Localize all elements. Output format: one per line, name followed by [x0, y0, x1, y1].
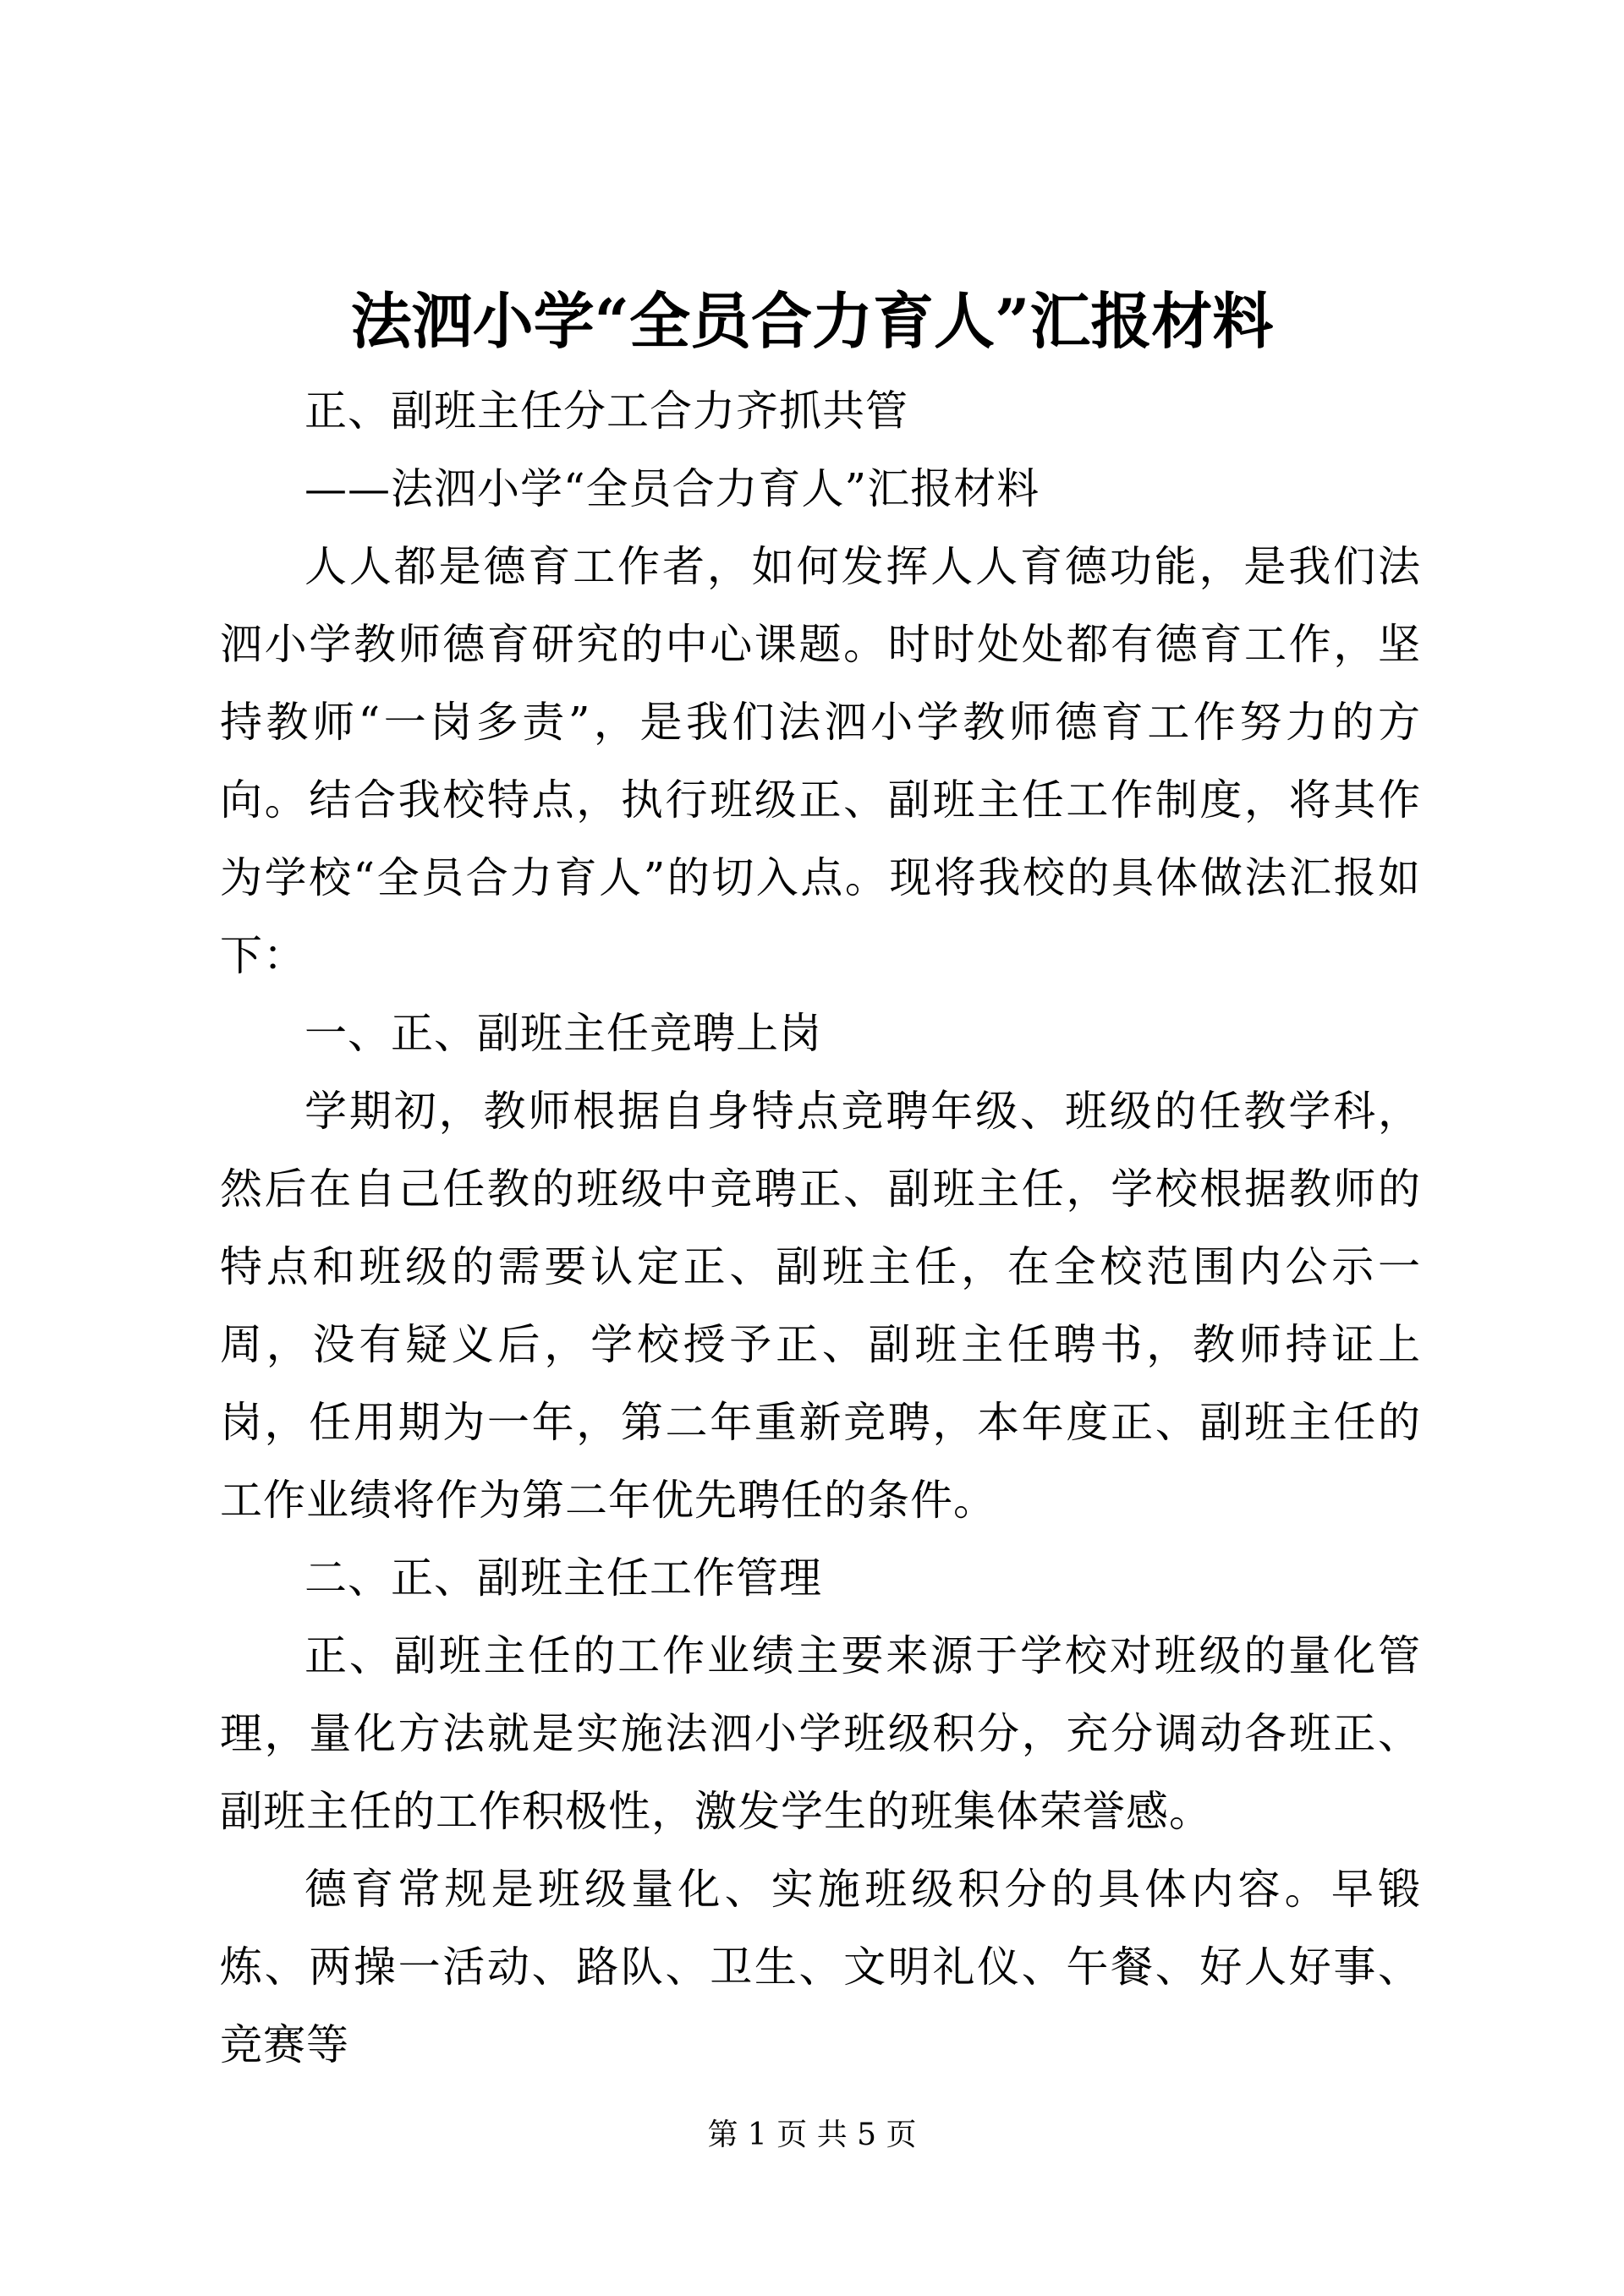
section-heading-2: 二、正、副班主任工作管理	[304, 1553, 822, 1603]
subtitle-source: ——法泗小学“全员合力育人”汇报材料	[304, 464, 1040, 513]
intro-paragraph: 人人都是德育工作者，如何发挥人人育德功能，是我们法泗小学教师德育研究的中心课题。时时处处都有德育工作，坚持教师“一岗多责”，是我们法泗小学教师德育工作努力的方向。结合我校特点，执行班级正、副班主任工作制度，将其作为学校“全员合力育人”的切入点。现将我校的具体做法汇报如下：	[220, 542, 1421, 980]
section-1-paragraph: 学期初，教师根据自身特点竞聘年级、班级的任教学科，然后在自己任教的班级中竞聘正、副班主任，学校根据教师的特点和班级的需要认定正、副班主任，在全校范围内公示一周，没有疑义后，学校授予正、副班主任聘书，教师持证上岗，任用期为一年，第二年重新竞聘，本年度正、副班主任的工作业绩将作为第二年优先聘任的条件。	[220, 1087, 1421, 1525]
section-2-paragraph-2: 德育常规是班级量化、实施班级积分的具体内容。早锻炼、两操一活动、路队、卫生、文明礼仪、午餐、好人好事、竞赛等	[220, 1865, 1421, 2069]
page-footer: 第 1 页 共 5 页	[707, 2118, 917, 2152]
section-heading-1: 一、正、副班主任竞聘上岗	[304, 1009, 822, 1058]
section-2-paragraph-1: 正、副班主任的工作业绩主要来源于学校对班级的量化管理，量化方法就是实施法泗小学班级积分，充分调动各班正、副班主任的工作积极性，激发学生的班集体荣誉感。	[220, 1631, 1421, 1836]
subtitle-heading: 正、副班主任分工合力齐抓共管	[304, 386, 908, 436]
document-body	[220, 372, 1421, 2084]
document-title: 法泗小学“全员合力育人”汇报材料	[350, 285, 1274, 357]
